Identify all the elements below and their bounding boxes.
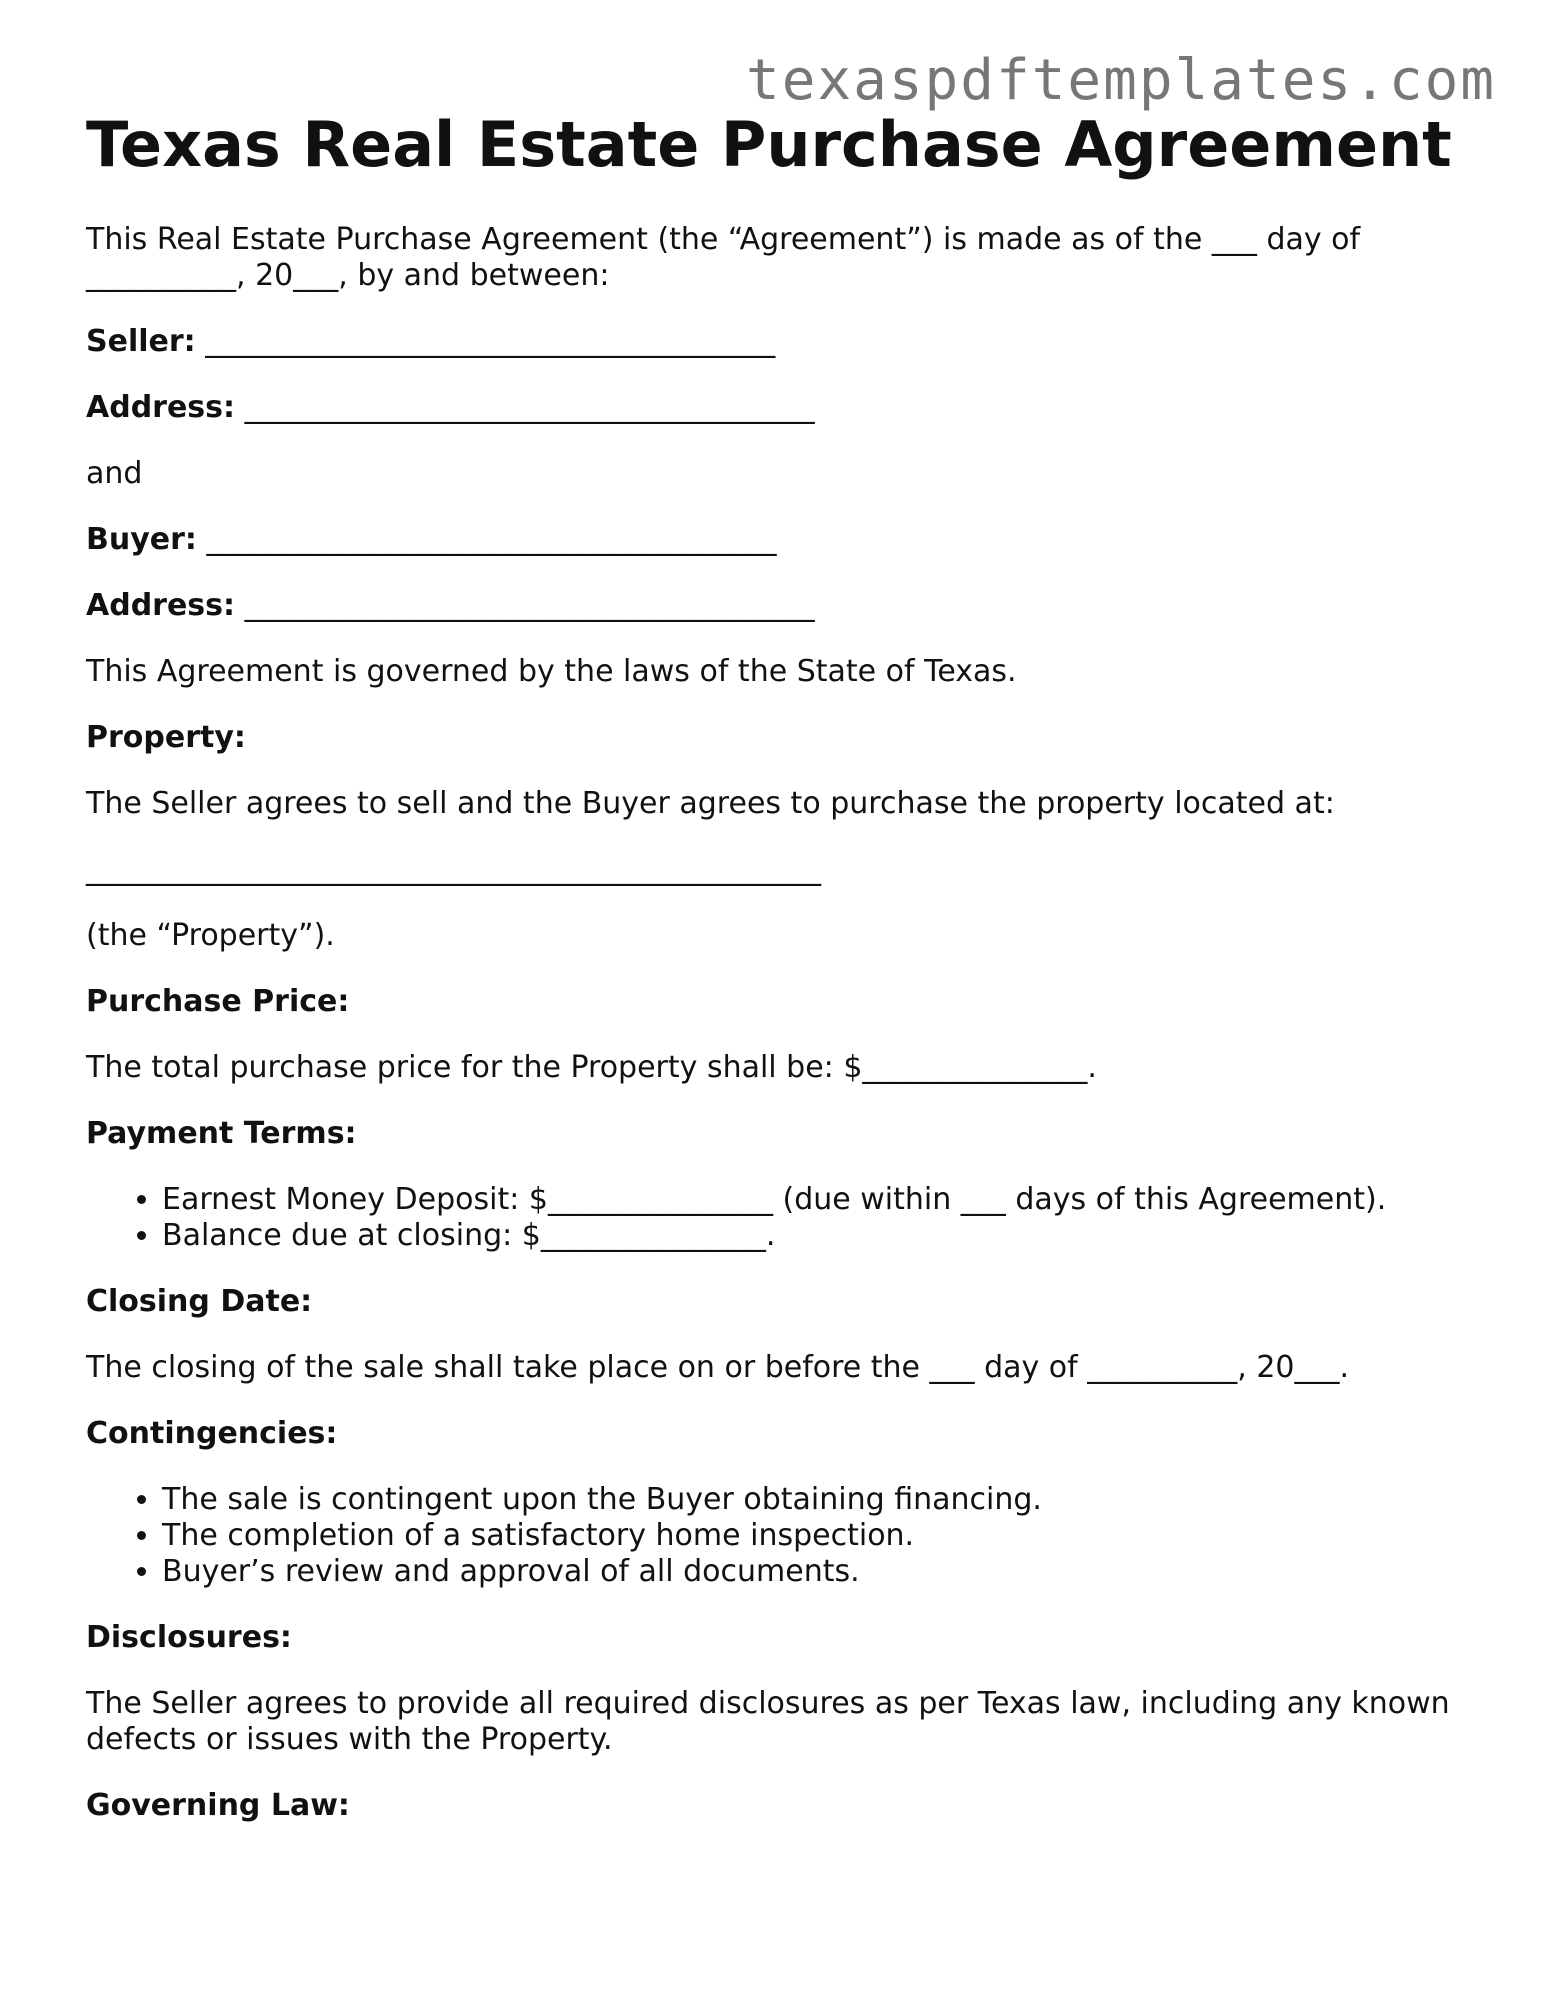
closing-date-heading: Closing Date: <box>86 1284 313 1319</box>
payment-terms-heading: Payment Terms: <box>86 1116 357 1151</box>
governed-statement: This Agreement is governed by the laws of the State of Texas. <box>86 654 1017 689</box>
payment-terms-list <box>86 1182 1476 1254</box>
list-item: • Earnest Money Deposit: $_______________ (due within ___ days of this Agreement). <box>162 1182 1476 1218</box>
intro-paragraph: This Real Estate Purchase Agreement (the “Agreement”) is made as of the ___ day of __________, 20___, by and between: <box>86 222 1370 293</box>
buyer-address-field <box>86 588 1476 624</box>
buyer-address-label: Address: <box>86 588 236 623</box>
list-item: • The completion of a satisfactory home inspection. <box>162 1518 1476 1554</box>
seller-label: Seller: <box>86 324 196 359</box>
contingencies-heading: Contingencies: <box>86 1416 338 1451</box>
contingencies-list <box>86 1482 1476 1590</box>
and-text: and <box>86 456 143 491</box>
watermark: texaspdftemplates.com <box>745 48 1496 113</box>
governing-law-heading: Governing Law: <box>86 1788 350 1823</box>
buyer-label: Buyer: <box>86 522 197 557</box>
buyer-field <box>86 522 1476 558</box>
document-title: Texas Real Estate Purchase Agreement <box>86 108 1452 181</box>
closing-date-text: The closing of the sale shall take place on or before the ___ day of __________, 20___. <box>86 1350 1350 1385</box>
buyer-blank[interactable]: ______________________________________ <box>196 522 777 557</box>
list-item: • Balance due at closing: $_______________. <box>162 1218 1476 1254</box>
seller-address-blank[interactable]: ______________________________________ <box>235 390 815 425</box>
seller-address-label: Address: <box>86 390 236 425</box>
property-address-blank[interactable]: _________________________________________________ <box>86 852 821 887</box>
property-heading: Property: <box>86 720 246 755</box>
seller-field <box>86 324 1476 360</box>
property-text: The Seller agrees to sell and the Buyer agrees to purchase the property located at: <box>86 786 1335 821</box>
property-suffix: (the “Property”). <box>86 918 335 953</box>
buyer-address-blank[interactable]: ______________________________________ <box>235 588 815 623</box>
purchase-price-heading: Purchase Price: <box>86 984 350 1019</box>
seller-blank[interactable]: ______________________________________ <box>195 324 776 359</box>
document-body <box>86 222 1476 1854</box>
purchase-price-text: The total purchase price for the Property shall be: $_______________. <box>86 1050 1097 1085</box>
seller-address-field <box>86 390 1476 426</box>
disclosures-heading: Disclosures: <box>86 1620 292 1655</box>
list-item: • The sale is contingent upon the Buyer obtaining financing. <box>162 1482 1476 1518</box>
list-item: • Buyer’s review and approval of all documents. <box>162 1554 1476 1590</box>
disclosures-text: The Seller agrees to provide all required disclosures as per Texas law, including any known defects or issues with the Property. <box>86 1686 1460 1757</box>
